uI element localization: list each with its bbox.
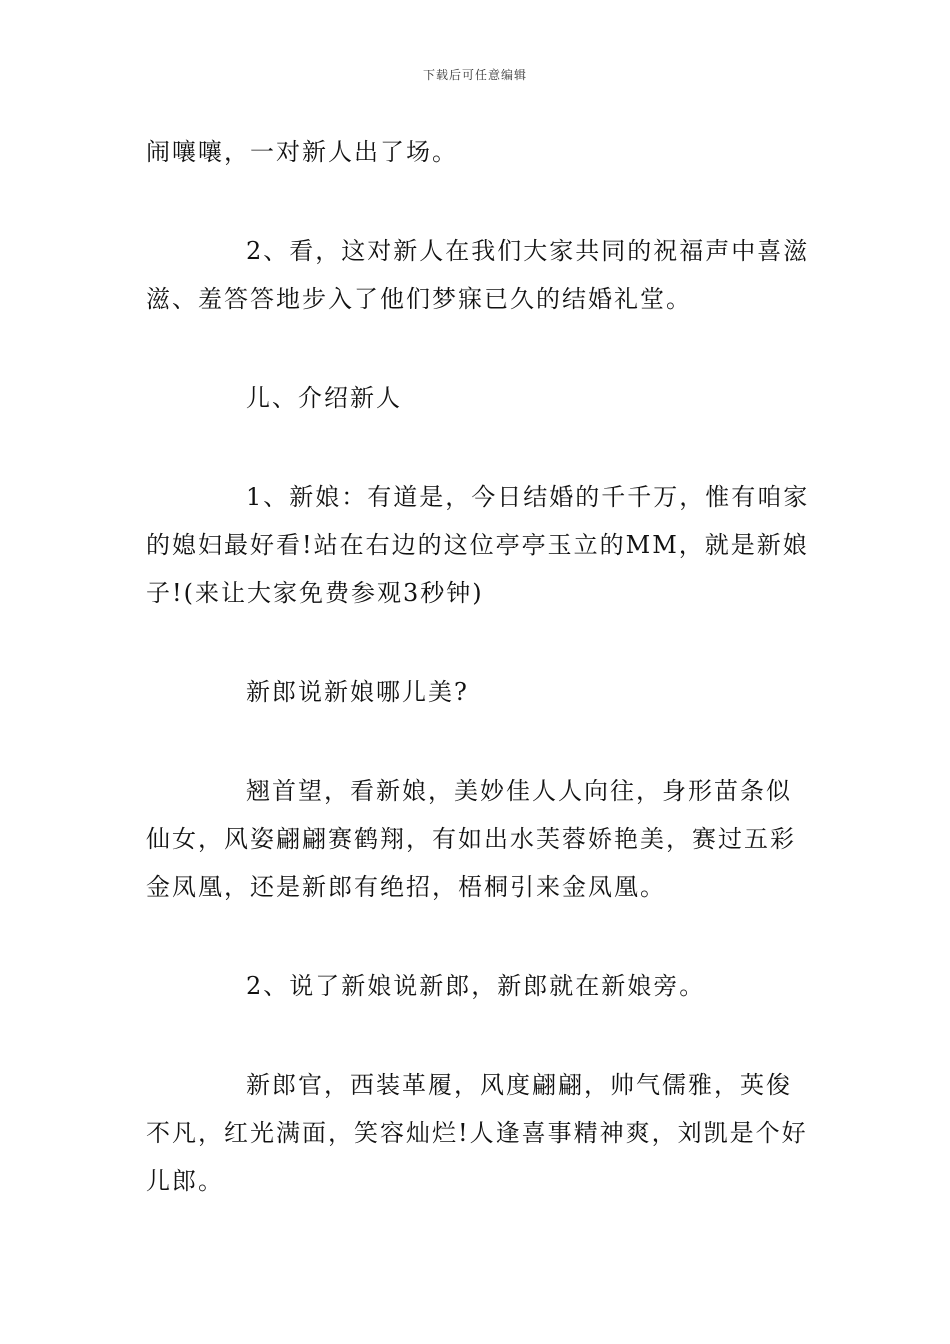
paragraph-bride-poem: 翘首望，看新娘，美妙佳人人向往，身形苗条似仙女，风姿翩翩赛鹤翔，有如出水芙蓉娇艳美，赛过五彩金凤凰，还是新郎有绝招，梧桐引来金凤凰。 (146, 777, 796, 901)
paragraph-groom-question: 新郎说新娘哪儿美? (246, 678, 469, 706)
paragraph-groom-description: 新郎官，西装革履，风度翩翩，帅气儒雅，英俊不凡，红光满面，笑容灿烂!人逢喜事精神爽，刘凯是个好儿郎。 (146, 1071, 808, 1195)
paragraph-item-2-enter: 2、看，这对新人在我们大家共同的祝福声中喜滋滋、羞答答地步入了他们梦寐已久的结婚礼堂。 (146, 237, 810, 313)
document-body (146, 128, 816, 1256)
paragraph-continued: 闹嚷嚷，一对新人出了场。 (146, 138, 458, 166)
paragraph-item-1-bride: 1、新娘：有道是，今日结婚的千千万，惟有咱家的媳妇最好看!站在右边的这位亭亭玉立的MM，就是新娘子!(来让大家免费参观3秒钟) (146, 483, 810, 607)
paragraph-item-2-groom: 2、说了新娘说新郎，新郎就在新娘旁。 (246, 972, 706, 1000)
page-header: 下载后可任意编辑 (422, 68, 527, 82)
section-heading-introduce: 儿、介绍新人 (246, 384, 402, 412)
